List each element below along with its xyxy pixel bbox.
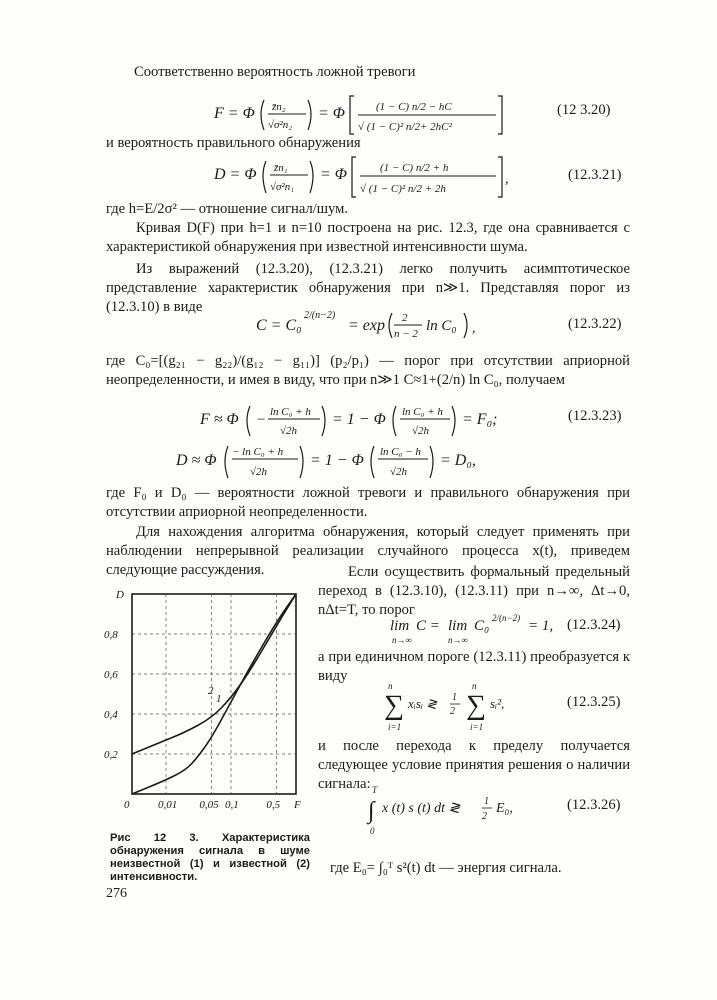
equation-12-3-20-render [214,92,504,136]
equation-number-12-3-23: (12.3.23) [568,408,622,424]
y-tick-label-1: 0,4 [104,709,118,721]
svg-text:,: , [472,321,476,336]
svg-text:= Φ: = Φ [318,105,345,122]
y-tick-label-4: D [116,589,124,601]
svg-text:− ln C₀ + h: − ln C₀ + h [232,446,284,458]
equation-number-12-3-26: (12.3.26) [567,797,621,813]
y-tick-label-0: 0,2 [104,749,118,761]
curve-label-1: 1 [216,693,222,705]
svg-text:1: 1 [452,692,457,703]
equation-number-12-3-20: (12 3.20) [557,102,611,118]
x-tick-label-3: 0,1 [224,799,239,811]
svg-text:2: 2 [402,312,408,324]
svg-text:√ (1 − C)² n/2 + 2h: √ (1 − C)² n/2 + 2h [360,183,446,195]
equation-12-3-25-render [384,680,534,732]
svg-text:F = Φ: F = Φ [214,105,255,122]
svg-text:i=1: i=1 [470,722,484,732]
svg-text:sᵢ²,: sᵢ², [490,696,505,711]
svg-text:n: n [388,681,393,691]
curve-label-2: 2 [208,685,214,697]
y-tick-label-2: 0,6 [104,669,118,681]
svg-text:,: , [505,172,509,187]
svg-text:√2h: √2h [280,425,298,437]
svg-text:= Φ: = Φ [320,166,347,183]
x-tick-label-0: 0 [124,799,130,811]
svg-text:lim: lim [390,618,410,634]
svg-text:√σ²n₁: √σ²n₁ [270,181,295,193]
svg-text:F ≈ Φ: F ≈ Φ [200,411,239,428]
paragraph-continuous: Для нахождения алгоритма обнаружения, который следует применять при наблюдении непрерывной реализации случайного процесса x(t), приведем следующие рассуждения. [106,524,630,578]
curves [132,594,296,794]
paragraph-f0-d0: где F₀ и D₀ — вероятности ложной тревоги и правильного обнаружения при отсутствии априорной неопределенности. [106,485,630,520]
paragraph-detection-intro: и вероятность правильного обнаружения [106,135,361,151]
paragraph-signal-energy: где E₀= ∫₀ᵀ s²(t) dt — энергия сигнала. [330,860,562,876]
paragraph-limit-transition: Если осуществить формальный предельный переход в (12.3.10), (12.3.11) при n→∞, Δt→0, nΔt=T, то порог [318,564,630,618]
svg-text:√σ²n₂: √σ²n₂ [268,119,293,131]
svg-text:∫: ∫ [368,798,375,824]
svg-text:2: 2 [450,706,455,717]
paragraph-c0-definition: где C₀=[(g₂₁ − g₂₂)/(g₁₂ − g₁₁)] (p₂/p₁) — порог при отсутствии априорной неопределенности, и имея в виду, что при n≫1 C≈1+(2/n) ln C₀, получаем [106,353,630,388]
svg-text:ln C₀: ln C₀ [426,318,457,334]
svg-text:(1 − C) n/2 + h: (1 − C) n/2 + h [380,162,449,174]
svg-text:T: T [372,785,378,795]
equation-12-3-21-render [214,153,514,199]
equation-12-3-24 [390,614,560,646]
equation-number-12-3-24: (12.3.24) [567,617,621,633]
figure-caption: Рис 12 3. Характеристика обнаружения сигнала в шуме неизвестной (1) и известной (2) интенсивности. [110,832,310,883]
equation-12-3-22-render [256,308,486,342]
svg-text:√2h: √2h [390,466,408,478]
equation-12-3-26-render [366,784,546,836]
page-number: 276 [106,886,127,901]
svg-text:n→∞: n→∞ [448,635,468,645]
svg-text:√ (1 − C)² n/2+ 2hC²: √ (1 − C)² n/2+ 2hC² [358,121,452,133]
svg-text:= 1,: = 1, [528,618,554,634]
plot-frame [132,594,296,794]
svg-text:C = C₀: C = C₀ [256,317,302,334]
figure-12-3 [104,582,310,822]
paragraph-decision-rule: и после перехода к пределу получается следующее условие принятия решения о наличии сигнала: [318,738,630,792]
equation-12-3-24-render [390,614,560,646]
equation-12-3-23-detection [176,440,516,482]
equation-12-3-23-false-alarm [200,400,520,440]
svg-text:ln C₀ + h: ln C₀ + h [270,406,311,418]
svg-text:= 1 − Φ: = 1 − Φ [332,411,386,428]
x-tick-label-2: 0,05 [199,799,219,811]
svg-text:ln C₀ + h: ln C₀ + h [402,406,443,418]
tick-labels [104,589,301,811]
svg-text:−: − [256,412,267,428]
equation-12-3-21 [214,153,514,199]
svg-text:n: n [472,681,477,691]
x-tick-label-1: 0,01 [157,799,178,811]
equation-12-3-23-d-render [176,440,516,482]
svg-text:1: 1 [484,796,489,807]
equation-number-12-3-21: (12.3.21) [568,167,622,183]
equation-number-12-3-25: (12.3.25) [567,694,621,710]
svg-text:C₀: C₀ [474,618,490,634]
paragraph-asymptotic: Из выражений (12.3.20), (12.3.21) легко получить асимптотическое представление характеристик обнаружения при n≫1. Представляя порог из (12.3.10) в виде [106,261,630,315]
svg-text:ln C₀ − h: ln C₀ − h [380,446,421,458]
svg-text:i=1: i=1 [388,722,402,732]
x-tick-label-5: F [294,799,301,811]
svg-text:(1 − C) n/2 − hC: (1 − C) n/2 − hC [376,101,452,113]
svg-text:D ≈ Φ: D ≈ Φ [176,452,217,469]
x-tick-label-4: 0,5 [266,799,281,811]
detection-characteristic-chart [104,582,310,822]
svg-text:E₀,: E₀, [496,801,513,816]
equation-number-12-3-22: (12.3.22) [568,316,622,332]
svg-text:= 1 − Φ: = 1 − Φ [310,452,364,469]
svg-text:= F₀;: = F₀; [462,411,498,428]
svg-text:2: 2 [482,811,487,822]
svg-text:z̄n₁: z̄n₁ [274,162,288,174]
svg-text:2/(n−2): 2/(n−2) [304,310,336,321]
svg-text:0: 0 [370,826,375,836]
equation-12-3-20 [214,92,504,136]
svg-text:√2h: √2h [412,425,430,437]
paragraph-h-definition: где h=E/2σ² — отношение сигнал/шум. [106,201,349,217]
equation-12-3-23-f-render [200,400,520,440]
paragraph-unit-threshold: а при единичном пороге (12.3.11) преобразуется к виду [318,649,630,684]
paragraph-curve-description: Кривая D(F) при h=1 и n=10 построена на рис. 12.3, где она сравнивается с характеристикой обнаружения при известной интенсивности шума. [106,220,630,255]
svg-text:= exp: = exp [348,317,385,334]
svg-text:n − 2: n − 2 [394,328,418,340]
svg-text:xᵢsᵢ ≷: xᵢsᵢ ≷ [408,696,438,711]
svg-text:∑: ∑ [384,690,404,721]
equation-12-3-26 [366,784,546,836]
svg-text:= D₀,: = D₀, [440,452,476,469]
equation-12-3-25 [384,680,534,732]
svg-text:2/(n−2): 2/(n−2) [492,614,521,623]
svg-text:n→∞: n→∞ [392,635,412,645]
svg-text:lim: lim [448,618,468,634]
svg-text:∑: ∑ [466,690,486,721]
svg-text:x (t) s (t) dt ≷: x (t) s (t) dt ≷ [382,801,461,816]
curve-series-1 [132,594,296,794]
svg-text:z̄n₂: z̄n₂ [272,101,286,113]
svg-text:C =: C = [416,618,440,634]
grid [132,594,296,794]
svg-text:D = Φ: D = Φ [214,166,257,183]
y-tick-label-3: 0,8 [104,629,118,641]
paragraph-false-alarm-intro: Соответственно вероятность ложной тревоги [134,64,416,80]
equation-12-3-22 [256,308,486,342]
svg-text:√2h: √2h [250,466,268,478]
